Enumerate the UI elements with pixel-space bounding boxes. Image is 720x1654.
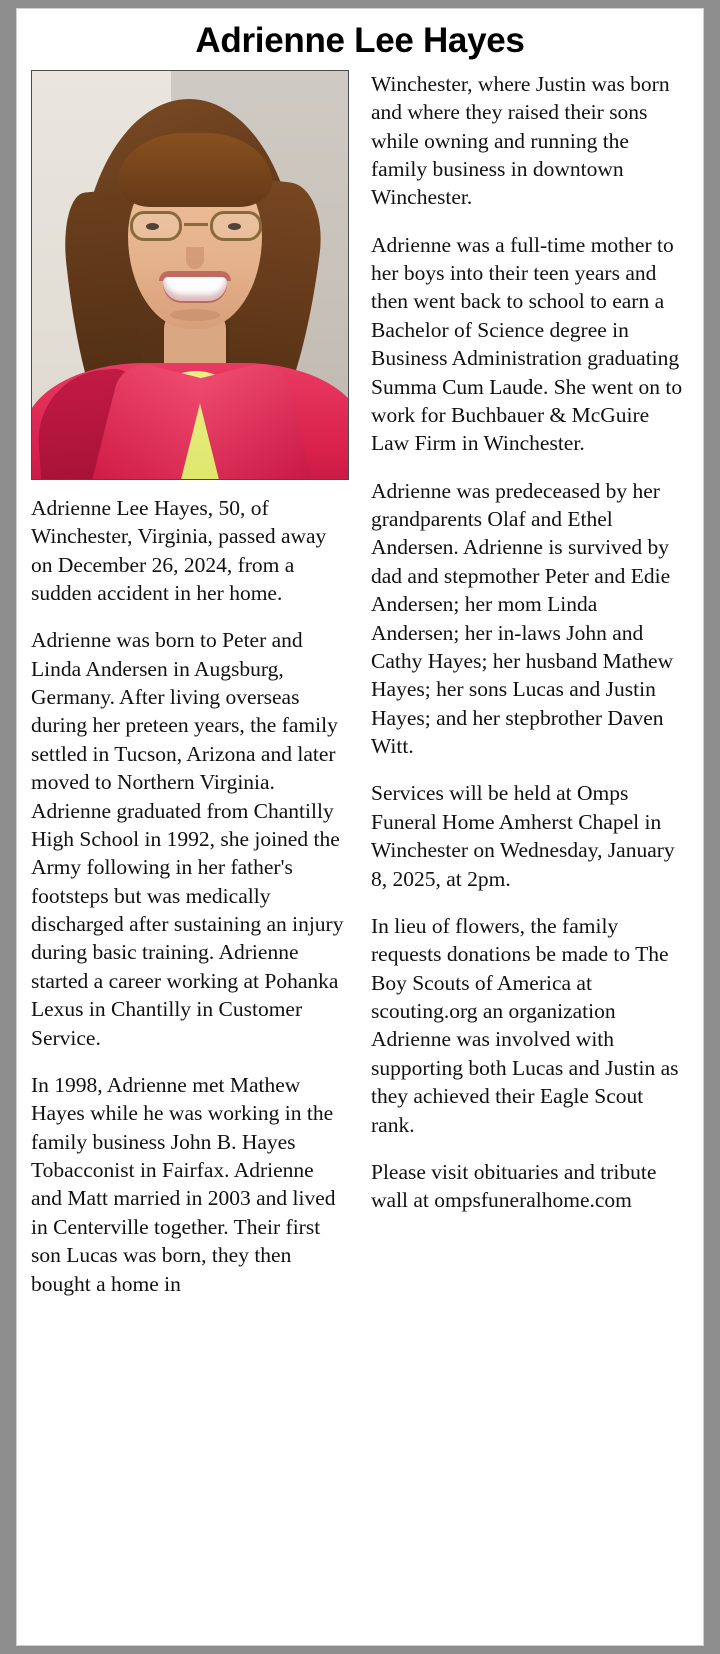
paragraph: Adrienne was predeceased by her grandparents Olaf and Ethel Andersen. Adrienne is survived by dad and stepmother Peter and Edie Andersen; her mom Linda Andersen; her in-laws John and Cathy Hayes; her husband Mathew Hayes; her sons Lucas and Justin Hayes; and her stepbrother Daven Witt. [371, 478, 674, 758]
obituary-columns [31, 70, 689, 1298]
hair-bangs [118, 133, 272, 207]
left-column [31, 70, 349, 1298]
nose-shape [186, 247, 204, 269]
paragraph: Services will be held at Omps Funeral Home Amherst Chapel in Winchester on Wednesday, January 8, 2025, at 2pm. [371, 781, 675, 891]
obituary-card [16, 8, 704, 1646]
smile-mouth [163, 277, 227, 301]
paragraph: Adrienne was born to Peter and Linda Andersen in Augsburg, Germany. After living overseas during her preteen years, the family settled in Tucson, Arizona and later moved to Northern Virginia. Adrienne graduated from Chantilly High School in 1992, she joined the Army following in her father's footsteps but was medically discharged after sustaining an injury during basic training. Adrienne started a career working at Pohanka Lexus in Chantilly in Customer Service. [31, 628, 344, 1050]
paragraph: Winchester, where Justin was born and where they raised their sons while owning and running the family business in downtown Winchester. [371, 71, 670, 210]
paragraph: Please visit obituaries and tribute wall at ompsfuneralhome.com [371, 1159, 657, 1213]
glasses-lens-left [130, 211, 182, 241]
paragraph: In lieu of flowers, the family requests donations be made to The Boy Scouts of America at scouting.org an organization Adrienne was involved with supporting both Lucas and Justin as they achieved their Eagle Scout rank. [371, 913, 679, 1137]
paragraph: Adrienne Lee Hayes, 50, of Winchester, Virginia, passed away on December 26, 2024, from a sudden accident in her home. [31, 495, 327, 605]
left-column-text [31, 494, 349, 1298]
paragraph: In 1998, Adrienne met Mathew Hayes while he was working in the family business John B. Hayes Tobacconist in Fairfax. Adrienne and Matt married in 2003 and lived in Centerville together. Their first son Lucas was born, they then bought a home in [31, 1072, 336, 1296]
portrait-photo [31, 70, 349, 480]
chin-shadow [170, 309, 220, 321]
glasses-bridge [184, 223, 208, 226]
page-title: Adrienne Lee Hayes [195, 21, 525, 60]
right-column [371, 70, 689, 1215]
glasses-lens-right [210, 211, 262, 241]
eyeglasses-icon [128, 211, 264, 245]
right-column-text [371, 70, 689, 1215]
paragraph: Adrienne was a full-time mother to her boys into their teen years and then went back to school to earn a Bachelor of Science degree in Business Administration graduating Summa Cum Laude. She went on to work for Buchbauer & McGuire Law Firm in Winchester. [371, 232, 683, 456]
